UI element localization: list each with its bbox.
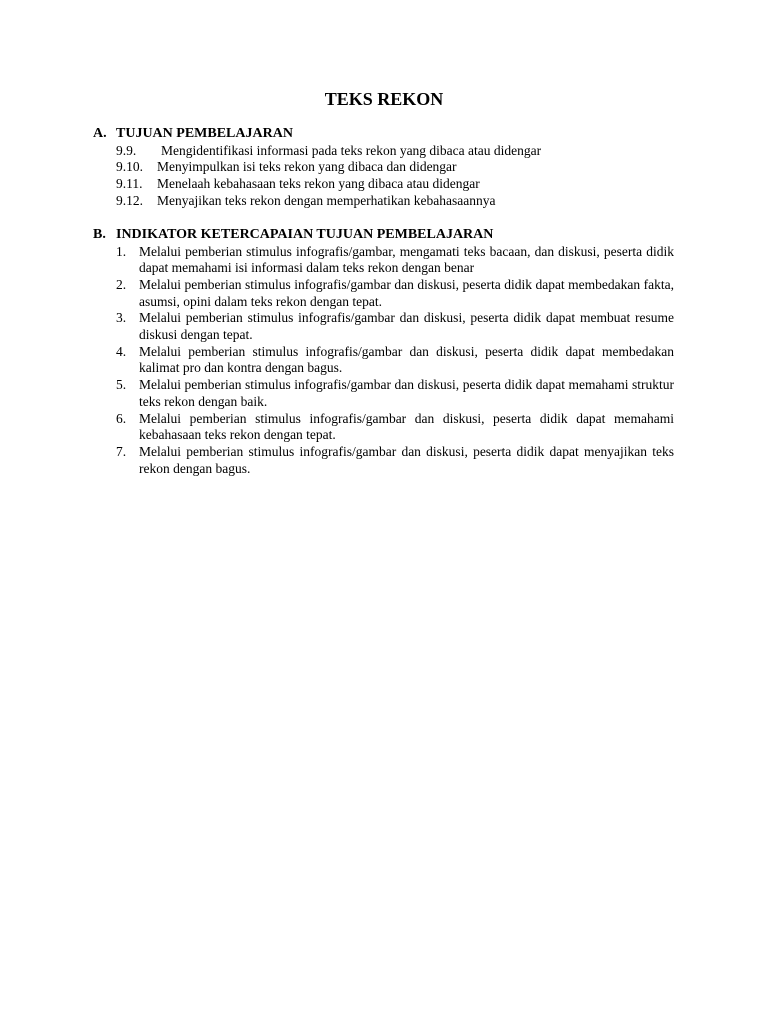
indicator-text: Melalui pemberian stimulus infografis/gambar dan diskusi, peserta didik dapat membedakan kalimat pro dan kontra dengan bagus. bbox=[139, 343, 674, 376]
indicator-text: Melalui pemberian stimulus infografis/gambar dan diskusi, peserta didik dapat membedakan fakta, asumsi, opini dalam teks rekon dengan tepat. bbox=[139, 276, 674, 309]
indicator-item bbox=[93, 444, 674, 477]
goal-number: 9.9. bbox=[116, 142, 137, 158]
indicator-number: 5. bbox=[116, 377, 127, 393]
section-heading bbox=[93, 126, 674, 143]
section-indikator-ketercapaian bbox=[93, 227, 674, 477]
section-heading bbox=[93, 227, 674, 244]
indicator-number: 3. bbox=[116, 310, 127, 326]
indicator-text: Melalui pemberian stimulus infografis/gambar dan diskusi, peserta didik dapat menyajikan teks rekon dengan bagus. bbox=[139, 443, 674, 476]
indicator-number: 2. bbox=[116, 276, 127, 292]
indicator-number: 4. bbox=[116, 343, 127, 359]
indicator-number: 6. bbox=[116, 410, 127, 426]
section-letter: A. bbox=[93, 126, 107, 141]
goal-text: Menyajikan teks rekon dengan memperhatikan kebahasaannya bbox=[157, 192, 496, 208]
goal-number: 9.10. bbox=[116, 159, 143, 175]
goal-item bbox=[93, 159, 674, 176]
indicator-text: Melalui pemberian stimulus infografis/gambar dan diskusi, peserta didik dapat memahami kebahasaan teks rekon dengan tepat. bbox=[139, 410, 674, 443]
indicator-text: Melalui pemberian stimulus infografis/gambar, mengamati teks bacaan, dan diskusi, peserta didik dapat memahami isi informasi dalam teks rekon dengan benar bbox=[139, 243, 674, 276]
goal-text: Mengidentifikasi informasi pada teks rekon yang dibaca atau didengar bbox=[161, 142, 542, 158]
section-letter: B. bbox=[93, 227, 106, 242]
goal-number: 9.12. bbox=[116, 192, 143, 208]
indicator-number: 7. bbox=[116, 443, 127, 459]
indicator-text: Melalui pemberian stimulus infografis/gambar dan diskusi, peserta didik dapat membuat resume diskusi dengan tepat. bbox=[139, 310, 674, 343]
goal-item bbox=[93, 193, 674, 210]
goal-list bbox=[93, 143, 674, 210]
indicator-list bbox=[93, 244, 674, 478]
goal-item bbox=[93, 143, 674, 160]
section-heading-text: INDIKATOR KETERCAPAIAN TUJUAN PEMBELAJARAN bbox=[116, 227, 494, 242]
section-heading-text: TUJUAN PEMBELAJARAN bbox=[116, 126, 293, 141]
indicator-text: Melalui pemberian stimulus infografis/gambar dan diskusi, peserta didik dapat memahami struktur teks rekon dengan baik. bbox=[139, 377, 674, 409]
indicator-number: 1. bbox=[116, 243, 127, 259]
goal-number: 9.11. bbox=[116, 176, 143, 192]
page-title: TEKS REKON bbox=[324, 89, 444, 109]
goal-text: Menyimpulkan isi teks rekon yang dibaca dan didengar bbox=[157, 159, 457, 175]
indicator-item bbox=[93, 377, 674, 410]
indicator-item bbox=[93, 411, 674, 444]
goal-text: Menelaah kebahasaan teks rekon yang dibaca atau didengar bbox=[157, 176, 480, 192]
indicator-item bbox=[93, 277, 674, 310]
section-tujuan-pembelajaran bbox=[93, 126, 674, 210]
goal-item bbox=[93, 176, 674, 193]
indicator-item bbox=[93, 344, 674, 377]
indicator-item bbox=[93, 244, 674, 277]
indicator-item bbox=[93, 310, 674, 343]
